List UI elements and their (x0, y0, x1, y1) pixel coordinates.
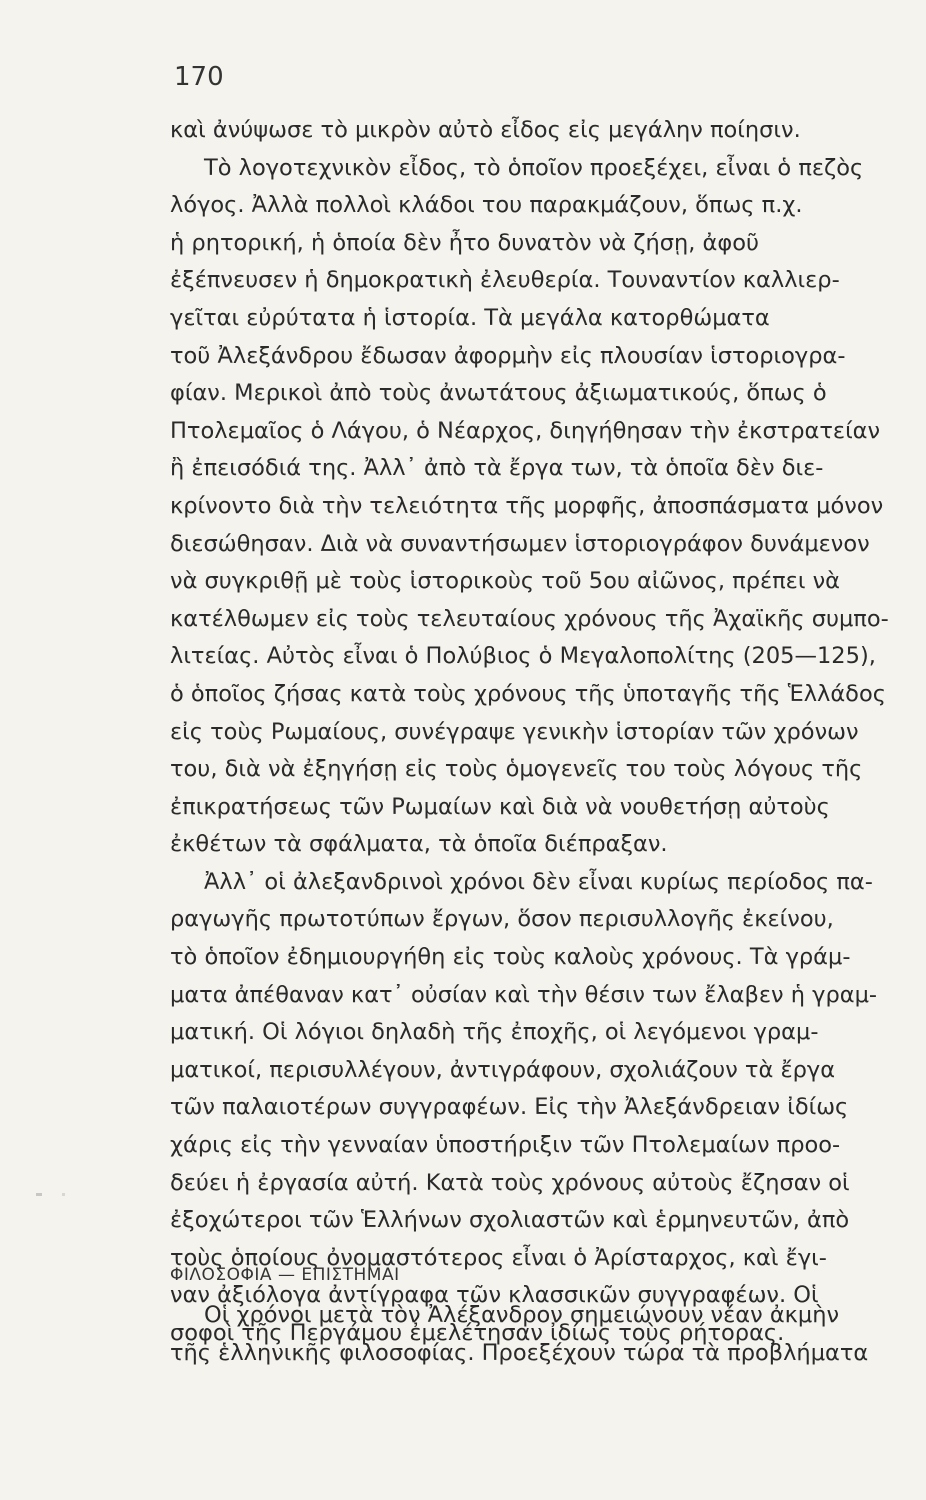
page-speck (36, 1193, 42, 1196)
text-line: τοὺς ὁποίους ὀνομαστότερος εἶναι ὁ Ἀρίσταρχος, καὶ ἔγι- (170, 1244, 827, 1271)
text-line: χάρις εἰς τὴν γενναίαν ὑποστήριξιν τῶν Πτολεμαίων προο- (170, 1132, 841, 1159)
text-line: ἐξοχώτεροι τῶν Ἑλλήνων σχολιαστῶν καὶ ἑρμηνευτῶν, ἀπὸ (170, 1207, 850, 1234)
text-line: ἐξέπνευσεν ἡ δημοκρατικὴ ἐλευθερία. Τουναντίον καλλιερ- (170, 267, 840, 294)
text-line: φίαν. Μερικοὶ ἀπὸ τοὺς ἀνωτάτους ἀξιωματικούς, ὅπως ὁ (170, 380, 827, 407)
section-text (170, 1297, 908, 1372)
text-line: ραγωγῆς πρωτοτύπων ἔργων, ὅσον περισυλλογῆς ἐκείνου, (170, 906, 834, 933)
text-line: τῆς ἑλληνικῆς φιλοσοφίας. Προεξέχουν τώρα τὰ προβλήματα (170, 1339, 869, 1366)
text-line: διεσώθησαν. Διὰ νὰ συναντήσωμεν ἱστοριογράφον δυνάμενον (170, 530, 870, 557)
text-line: τὸ ὁποῖον ἐδημιουργήθη εἰς τοὺς καλοὺς χρόνους. Τὰ γράμ- (170, 944, 851, 971)
page-number: 170 (174, 62, 224, 92)
text-line: ματικοί, περισυλλέγουν, ἀντιγράφουν, σχολιάζουν τὰ ἔργα (170, 1056, 836, 1083)
text-line: νὰ συγκριθῇ μὲ τοὺς ἱστορικοὺς τοῦ 5ου αἰῶνος, πρέπει νὰ (170, 568, 841, 595)
text-line: ματα ἀπέθαναν κατ᾽ οὐσίαν καὶ τὴν θέσιν των ἔλαβεν ἡ γραμ- (170, 981, 878, 1008)
text-line: ἡ ρητορική, ἡ ὁποία δὲν ἦτο δυνατὸν νὰ ζήσῃ, ἀφοῦ (170, 229, 759, 256)
text-line: Πτολεμαῖος ὁ Λάγου, ὁ Νέαρχος, διηγήθησαν τὴν ἐκστρατείαν (170, 417, 881, 444)
text-line: λόγος. Ἀλλὰ πολλοὶ κλάδοι του παρακμάζουν, ὅπως π.χ. (170, 192, 803, 219)
text-line: γεῖται εὐρύτατα ἡ ἱστορία. Τὰ μεγάλα κατορθώματα (170, 304, 770, 331)
text-line: ματική. Οἱ λόγιοι δηλαδὴ τῆς ἐποχῆς, οἱ λεγόμενοι γραμ- (170, 1019, 819, 1046)
text-line: τοῦ Ἀλεξάνδρου ἔδωσαν ἀφορμὴν εἰς πλουσίαν ἱστοριογρα- (170, 342, 846, 369)
text-line: Τὸ λογοτεχνικὸν εἶδος, τὸ ὁποῖον προεξέχει, εἶναι ὁ πεζὸς (204, 154, 864, 181)
text-line: Ἀλλ᾽ οἱ ἀλεξανδρινοὶ χρόνοι δὲν εἶναι κυρίως περίοδος πα- (204, 868, 873, 895)
text-line: λιτείας. Αὐτὸς εἶναι ὁ Πολύβιος ὁ Μεγαλοπολίτης (205—125), (170, 643, 876, 670)
text-line: ἢ ἐπεισόδιά της. Ἀλλ᾽ ἀπὸ τὰ ἔργα των, τὰ ὁποῖα δὲν διε- (170, 455, 824, 482)
text-line: κατέλθωμεν εἰς τοὺς τελευταίους χρόνους τῆς Ἀχαϊκῆς συμπο- (170, 605, 889, 632)
text-line: Οἱ χρόνοι μετὰ τὸν Ἀλέξανδρον σημειώνουν νέαν ἀκμὴν (204, 1302, 840, 1328)
section-heading: ΦΙΛΟΣΟΦΙΑ — ΕΠΙΣΤΗΜΑΙ (170, 1265, 400, 1285)
page-speck (62, 1193, 65, 1196)
text-line: εἰς τοὺς Ρωμαίους, συνέγραψε γενικὴν ἱστορίαν τῶν χρόνων (170, 718, 859, 745)
text-line: ναν ἀξιόλογα ἀντίγραφα τῶν κλασσικῶν συγγραφέων. Οἱ (170, 1282, 819, 1309)
text-line: ὁ ὁποῖος ζήσας κατὰ τοὺς χρόνους τῆς ὑποταγῆς τῆς Ἑλλάδος (170, 680, 886, 707)
body-text (170, 112, 908, 1353)
text-line: ἐκθέτων τὰ σφάλματα, τὰ ὁποῖα διέπραξαν. (170, 831, 668, 858)
text-line: καὶ ἀνύψωσε τὸ μικρὸν αὐτὸ εἶδος εἰς μεγάλην ποίησιν. (170, 117, 801, 143)
text-line: του, διὰ νὰ ἐξηγήσῃ εἰς τοὺς ὁμογενεῖς του τοὺς λόγους τῆς (170, 756, 863, 783)
text-line: δεύει ἡ ἐργασία αὐτή. Κατὰ τοὺς χρόνους αὐτοὺς ἔζησαν οἱ (170, 1169, 850, 1196)
text-line: ἐπικρατήσεως τῶν Ρωμαίων καὶ διὰ νὰ νουθετήσῃ αὐτοὺς (170, 793, 830, 820)
text-line: τῶν παλαιοτέρων συγγραφέων. Εἰς τὴν Ἀλεξάνδρειαν ἰδίως (170, 1094, 849, 1121)
text-line: κρίνοντο διὰ τὴν τελειότητα τῆς μορφῆς, ἀποσπάσματα μόνον (170, 492, 884, 519)
text-line: σοφοὶ τῆς Περγάμου ἐμελέτησαν ἰδίως τοὺς ρήτορας. (170, 1320, 785, 1346)
